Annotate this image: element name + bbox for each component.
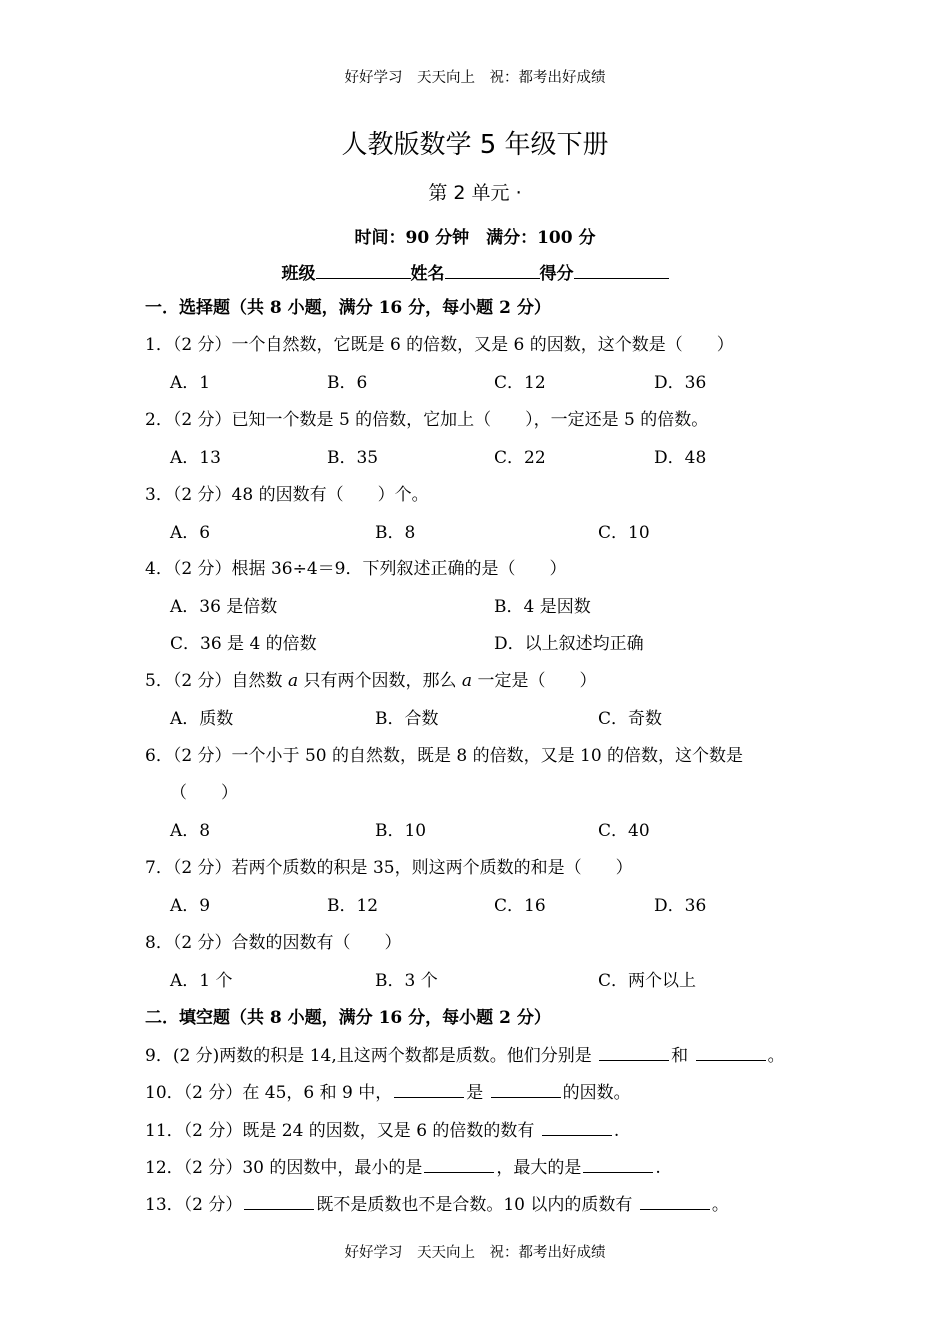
q5-option-a[interactable]: A．质数: [170, 709, 234, 729]
question-6: 6．（2 分）一个小于 50 的自然数，既是 8 的倍数，又是 10 的倍数，这个数是: [145, 746, 744, 766]
question-4: 4．（2 分）根据 36÷4＝9．下列叙述正确的是（ ）: [145, 559, 567, 579]
question-1: 1．（2 分）一个自然数，它既是 6 的倍数，又是 6 的因数，这个数是（ ）: [145, 335, 734, 355]
question-13: [145, 1193, 729, 1216]
q6-option-c[interactable]: C．40: [598, 821, 650, 841]
q10-blank-1[interactable]: [394, 1081, 464, 1098]
q10-text-mid: 是: [466, 1083, 489, 1103]
q5-variable-a-2: a: [461, 671, 473, 691]
page-footer: 好好学习 天天向上 祝：都考出好成绩: [344, 1245, 606, 1261]
q13-blank-2[interactable]: [640, 1193, 710, 1210]
question-9: [145, 1044, 785, 1067]
q4-option-b[interactable]: B．4 是因数: [494, 597, 591, 617]
q12-text-post: .: [655, 1158, 661, 1178]
q3-option-a[interactable]: A．6: [170, 523, 211, 543]
q10-blank-2[interactable]: [491, 1081, 561, 1098]
q4-option-a[interactable]: A．36 是倍数: [170, 597, 278, 617]
q9-text-post: 。: [767, 1046, 785, 1066]
question-12: [145, 1156, 661, 1179]
question-7: 7．（2 分）若两个质数的积是 35，则这两个质数的和是（ ）: [145, 858, 633, 878]
q3-option-c[interactable]: C．10: [598, 523, 650, 543]
q9-text-mid: 和: [671, 1046, 694, 1066]
q3-option-b[interactable]: B．8: [375, 523, 416, 543]
q7-option-a[interactable]: A．9: [170, 896, 211, 916]
class-label: 班级: [281, 264, 316, 284]
q12-text-pre: 12．（2 分）30 的因数中，最小的是: [145, 1158, 423, 1178]
time-info: 时间：90 分钟 满分：100 分: [354, 228, 596, 248]
q9-blank-1[interactable]: [599, 1044, 669, 1061]
score-label: 得分: [539, 264, 574, 284]
q5-text-pre: 5．（2 分）自然数: [145, 671, 288, 691]
student-fields: [0, 259, 950, 284]
question-8: 8．（2 分）合数的因数有（ ）: [145, 933, 402, 953]
q11-blank[interactable]: [542, 1119, 612, 1136]
q9-blank-2[interactable]: [696, 1044, 766, 1061]
page-title: 人教版数学 5 年级下册: [341, 130, 609, 160]
question-10: [145, 1081, 631, 1104]
section-fill-heading: 二．填空题（共 8 小题，满分 16 分，每小题 2 分）: [145, 1008, 551, 1028]
q1-option-c[interactable]: C．12: [494, 373, 546, 393]
question-11: [145, 1119, 619, 1142]
page-header: 好好学习 天天向上 祝：都考出好成绩: [344, 70, 606, 86]
q2-option-b[interactable]: B．35: [327, 448, 379, 468]
question-2: 2．（2 分）已知一个数是 5 的倍数，它加上（ ），一定还是 5 的倍数。: [145, 410, 709, 430]
q13-text-post: 。: [711, 1195, 729, 1215]
q4-option-c[interactable]: C．36 是 4 的倍数: [170, 634, 317, 654]
q2-option-c[interactable]: C．22: [494, 448, 546, 468]
q10-text-pre: 10．（2 分）在 45，6 和 9 中，: [145, 1083, 393, 1103]
question-5: [145, 670, 596, 692]
name-label: 姓名: [410, 264, 445, 284]
q5-variable-a: a: [287, 671, 299, 691]
q2-option-d[interactable]: D．48: [654, 448, 707, 468]
q7-option-c[interactable]: C．16: [494, 896, 546, 916]
q7-option-d[interactable]: D．36: [654, 896, 707, 916]
question-6-bracket: （ ）: [170, 783, 238, 803]
q9-text-pre: 9．(2 分)两数的积是 14,且这两个数都是质数。他们分别是: [145, 1046, 598, 1066]
q5-text-mid: 只有两个因数，那么: [298, 671, 462, 691]
q8-option-b[interactable]: B．3 个: [375, 971, 438, 991]
q12-blank-1[interactable]: [424, 1156, 494, 1173]
q10-text-post: 的因数。: [562, 1083, 631, 1103]
q5-option-c[interactable]: C．奇数: [598, 709, 663, 729]
question-3: 3．（2 分）48 的因数有（ ）个。: [145, 485, 429, 505]
name-blank[interactable]: [445, 262, 540, 279]
q6-option-b[interactable]: B．10: [375, 821, 427, 841]
q4-option-d[interactable]: D．以上叙述均正确: [494, 634, 644, 654]
q1-option-a[interactable]: A．1: [170, 373, 211, 393]
q11-text-pre: 11．（2 分）既是 24 的因数，又是 6 的倍数的数有: [145, 1121, 540, 1141]
class-blank[interactable]: [316, 262, 411, 279]
q13-text-pre: 13．（2 分）: [145, 1195, 243, 1215]
unit-title: 第 2 单元 ·: [428, 182, 522, 204]
q1-option-b[interactable]: B．6: [327, 373, 368, 393]
score-blank[interactable]: [574, 262, 669, 279]
q11-text-post: .: [613, 1121, 620, 1141]
section-choice-heading: 一．选择题（共 8 小题，满分 16 分，每小题 2 分）: [145, 298, 551, 318]
q6-option-a[interactable]: A．8: [170, 821, 211, 841]
q2-option-a[interactable]: A．13: [170, 448, 221, 468]
q13-text-mid: 既不是质数也不是合数。10 以内的质数有: [316, 1195, 638, 1215]
q5-text-post: 一定是（ ）: [472, 671, 597, 691]
q1-option-d[interactable]: D．36: [654, 373, 707, 393]
q12-blank-2[interactable]: [583, 1156, 653, 1173]
q8-option-c[interactable]: C．两个以上: [598, 971, 697, 991]
q5-option-b[interactable]: B．合数: [375, 709, 439, 729]
q13-blank-1[interactable]: [244, 1193, 314, 1210]
q8-option-a[interactable]: A．1 个: [170, 971, 233, 991]
q12-text-mid: ，最大的是: [496, 1158, 582, 1178]
q7-option-b[interactable]: B．12: [327, 896, 379, 916]
